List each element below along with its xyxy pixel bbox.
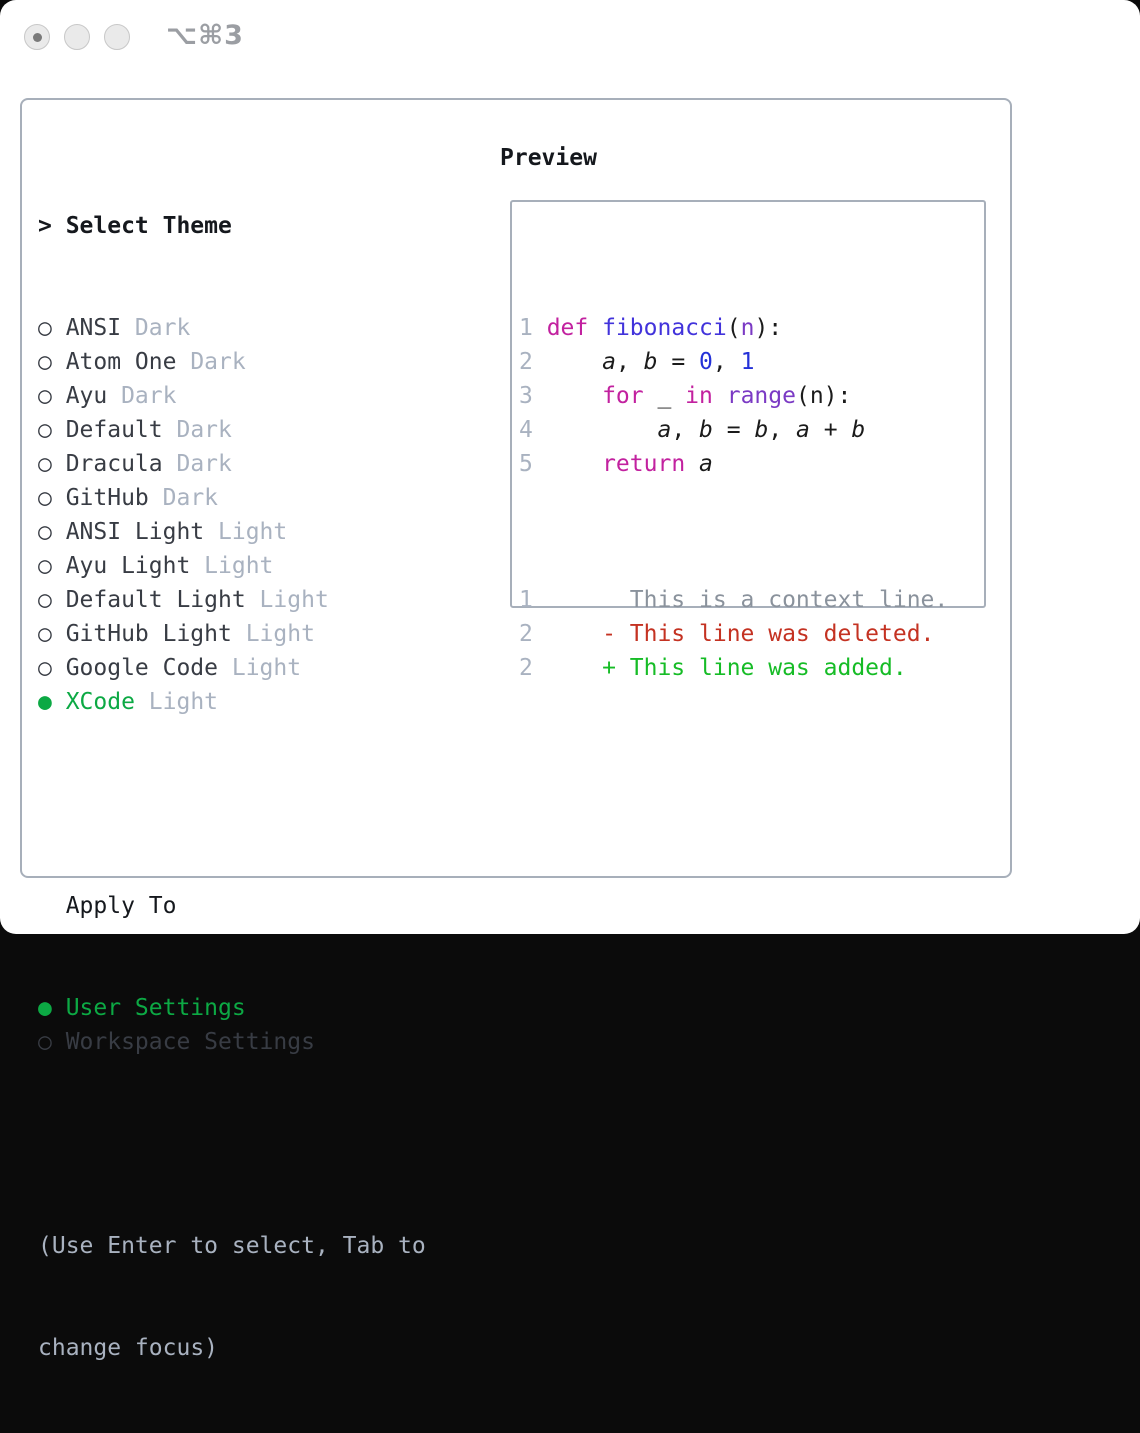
radio-unselected-icon: ○ <box>38 383 52 409</box>
theme-variant: Dark <box>162 417 232 443</box>
theme-variant: Dark <box>176 349 246 375</box>
radio-unselected-icon: ○ <box>38 315 52 341</box>
theme-option-ayu[interactable] <box>38 379 426 413</box>
code-token: , <box>615 349 644 375</box>
code-token: ): <box>754 315 783 341</box>
diff-text: - This line was deleted. <box>546 621 935 647</box>
theme-option-dracula[interactable] <box>38 447 426 481</box>
theme-name: Dracula <box>65 451 163 477</box>
theme-variant: Light <box>245 587 329 613</box>
apply-to-list <box>38 991 426 1059</box>
code-line <box>519 379 948 413</box>
theme-option-default[interactable] <box>38 413 426 447</box>
code-token <box>547 451 602 477</box>
traffic-light-zoom-button[interactable] <box>104 24 130 50</box>
code-token: 1 <box>740 349 755 375</box>
radio-unselected-icon: ○ <box>38 1029 52 1055</box>
code-token <box>547 417 658 443</box>
code-token: return <box>602 451 686 477</box>
apply-option-workspace-settings[interactable] <box>38 1025 426 1059</box>
theme-name: Atom One <box>65 349 177 375</box>
theme-option-google-code[interactable] <box>38 651 426 685</box>
theme-name: Ayu <box>65 383 108 409</box>
code-token: for <box>602 383 644 409</box>
theme-name: Ayu Light <box>65 553 191 579</box>
theme-picker-left-column <box>38 141 426 1433</box>
theme-name: ANSI <box>65 315 122 341</box>
radio-unselected-icon: ○ <box>38 519 52 545</box>
code-token: _ <box>643 383 686 409</box>
theme-variant: Light <box>231 621 315 647</box>
code-token: (n): <box>795 383 852 409</box>
theme-option-ayu-light[interactable] <box>38 549 426 583</box>
theme-variant: Dark <box>107 383 177 409</box>
keyboard-shortcut-label: ⌥⌘3 <box>166 20 244 51</box>
spacer <box>38 1127 426 1161</box>
code-token: a <box>699 451 713 477</box>
hint-text-line-1: (Use Enter to select, Tab to <box>38 1233 426 1259</box>
traffic-lights <box>24 24 130 50</box>
radio-selected-icon: ● <box>38 995 52 1021</box>
theme-name: Default <box>65 417 163 443</box>
cursor-prefix-icon: > <box>38 213 52 239</box>
theme-name: Default Light <box>65 587 246 613</box>
theme-variant: Light <box>190 553 274 579</box>
code-line <box>519 311 948 345</box>
theme-name: XCode <box>65 689 135 715</box>
theme-variant: Dark <box>121 315 191 341</box>
code-token <box>547 349 602 375</box>
line-number: 5 <box>519 451 533 477</box>
theme-variant: Light <box>134 689 219 715</box>
radio-unselected-icon: ○ <box>38 349 52 375</box>
code-token <box>713 383 727 409</box>
select-theme-header <box>38 209 426 243</box>
code-token <box>588 315 602 341</box>
code-token: n <box>740 315 755 341</box>
line-number: 4 <box>519 417 533 443</box>
line-number: 1 <box>519 587 533 613</box>
theme-list <box>38 311 426 719</box>
theme-option-atom-one[interactable] <box>38 345 426 379</box>
code-token: b <box>851 417 866 443</box>
preview-pane <box>510 200 986 681</box>
diff-line-added <box>519 651 948 685</box>
code-token: a <box>657 417 672 443</box>
radio-unselected-icon: ○ <box>38 485 52 511</box>
diff-line-context <box>519 583 948 617</box>
select-theme-header-label: Select Theme <box>65 213 232 239</box>
radio-unselected-icon: ○ <box>38 553 52 579</box>
line-number: 2 <box>519 655 533 681</box>
theme-variant: Light <box>218 655 302 681</box>
code-token: a <box>796 417 810 443</box>
code-token: = <box>657 349 700 375</box>
code-line <box>519 413 948 447</box>
line-number: 2 <box>519 349 533 375</box>
theme-name: Google Code <box>65 655 219 681</box>
preview-code <box>519 243 948 753</box>
theme-name: GitHub <box>65 485 149 511</box>
code-token: , <box>671 417 700 443</box>
code-line <box>519 345 948 379</box>
theme-option-ansi[interactable] <box>38 311 426 345</box>
code-token: a <box>602 349 616 375</box>
code-token: = <box>712 417 755 443</box>
theme-option-default-light[interactable] <box>38 583 426 617</box>
theme-name: ANSI Light <box>65 519 205 545</box>
radio-unselected-icon: ○ <box>38 417 52 443</box>
code-token <box>547 383 602 409</box>
code-token: in <box>685 383 713 409</box>
code-token: b <box>699 417 713 443</box>
code-token: + <box>809 417 852 443</box>
theme-name: GitHub Light <box>65 621 232 647</box>
code-token: ( <box>726 315 741 341</box>
apply-to-header: Apply To <box>65 893 177 919</box>
radio-selected-icon: ● <box>38 689 52 715</box>
theme-option-ansi-light[interactable] <box>38 515 426 549</box>
theme-option-github-light[interactable] <box>38 617 426 651</box>
code-token: 0 <box>699 349 713 375</box>
radio-unselected-icon: ○ <box>38 655 52 681</box>
hint-text-line-2: change focus) <box>38 1335 219 1361</box>
code-token <box>685 451 699 477</box>
traffic-light-close-button[interactable] <box>24 24 50 50</box>
code-line <box>519 447 948 481</box>
traffic-light-minimize-button[interactable] <box>64 24 90 50</box>
traffic-light-dot-icon <box>33 33 42 42</box>
apply-option-name: Workspace Settings <box>65 1029 315 1055</box>
line-number: 2 <box>519 621 533 647</box>
code-token: fibonacci <box>602 315 727 341</box>
theme-variant: Dark <box>162 451 232 477</box>
spacer <box>38 787 426 821</box>
theme-option-xcode[interactable] <box>38 685 426 719</box>
code-token: , <box>768 417 796 443</box>
apply-option-user-settings[interactable] <box>38 991 426 1025</box>
apply-option-name: User Settings <box>65 995 246 1021</box>
code-token: def <box>546 315 589 341</box>
diff-block <box>519 583 948 685</box>
code-token: , <box>712 349 741 375</box>
theme-option-github[interactable] <box>38 481 426 515</box>
theme-picker-panel <box>20 98 1012 1361</box>
diff-text: This is a context line. <box>546 587 949 613</box>
diff-line-deleted <box>519 617 948 651</box>
diff-text: + This line was added. <box>546 655 907 681</box>
code-block <box>519 311 948 481</box>
preview-header: Preview <box>500 145 597 171</box>
code-token: b <box>754 417 769 443</box>
code-token: b <box>643 349 658 375</box>
line-number: 1 <box>519 315 533 341</box>
radio-unselected-icon: ○ <box>38 587 52 613</box>
radio-unselected-icon: ○ <box>38 621 52 647</box>
code-token: range <box>726 383 796 409</box>
theme-variant: Light <box>204 519 288 545</box>
radio-unselected-icon: ○ <box>38 451 52 477</box>
theme-variant: Dark <box>148 485 219 511</box>
line-number: 3 <box>519 383 533 409</box>
